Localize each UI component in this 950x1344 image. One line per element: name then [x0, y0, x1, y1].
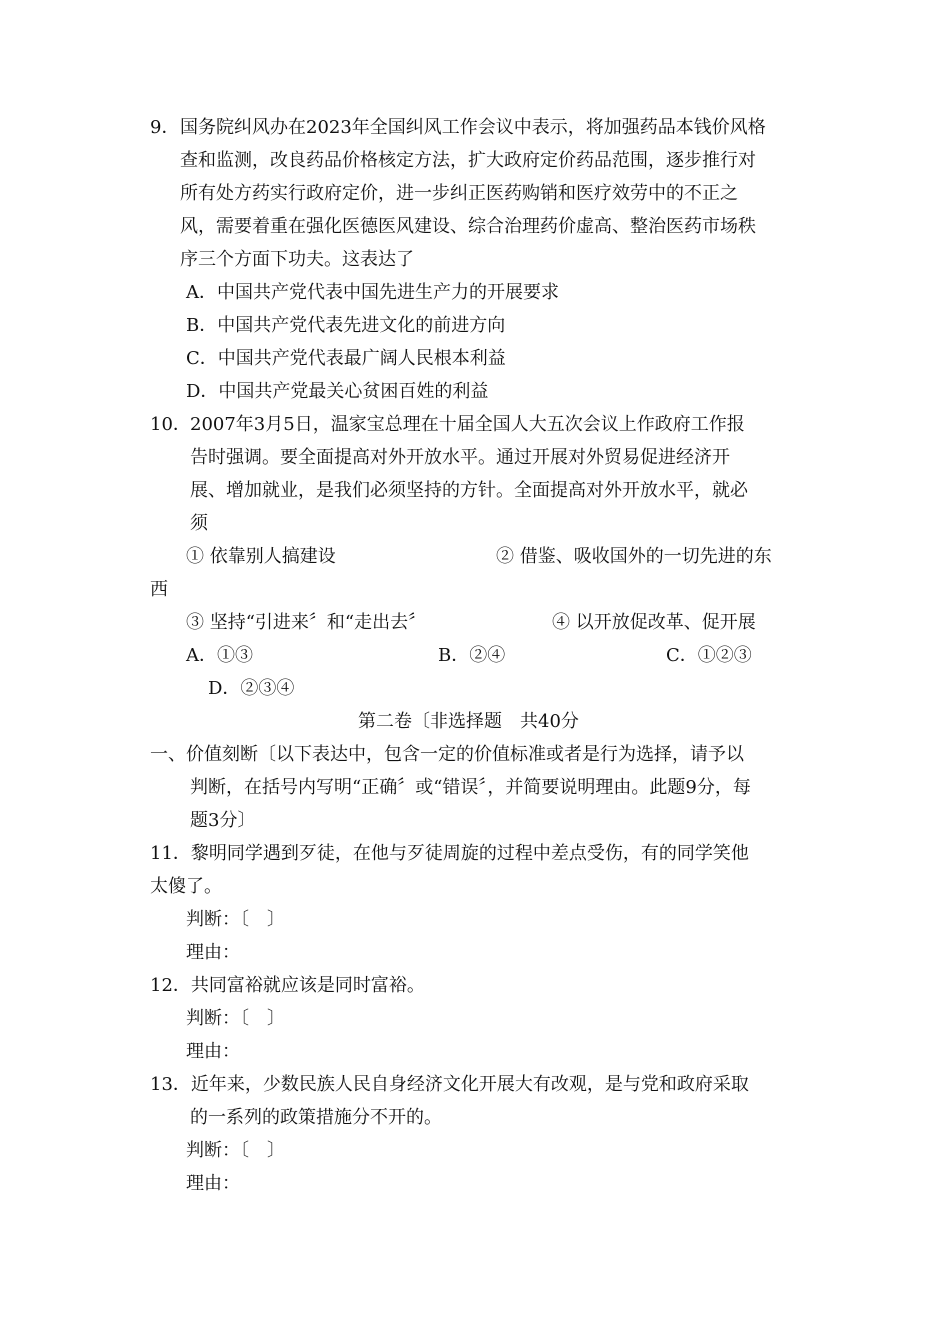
q12-judge: 判断：〔 〕 [186, 1008, 285, 1029]
q10-item-4: ④ 以开放促改革、促开展 [552, 612, 756, 633]
q10-option-a: A．①③ [186, 645, 253, 666]
q11-line-1: 11．黎明同学遇到歹徒，在他与歹徒周旋的过程中差点受伤，有的同学笑他 [150, 843, 749, 864]
q10-item-2: ② 借鉴、吸收国外的一切先进的东 [496, 546, 772, 567]
q11-line-2: 太傻了。 [150, 876, 222, 897]
q9-option-a: A．中国共产党代表中国先进生产力的开展要求 [186, 282, 559, 303]
q9-option-b: B．中国共产党代表先进文化的前进方向 [186, 315, 506, 336]
section2-part1-line-1: 一、价值刻断〔以下表达中，包含一定的价值标准或者是行为选择，请予以 [150, 744, 744, 765]
q11-reason: 理由： [186, 942, 240, 963]
q10-item-3: ③ 坚持“引进来〞和“走出去〞 [186, 612, 427, 633]
q10-line-3: 展、增加就业，是我们必须坚持的方针。全面提高对外开放水平，就必 [190, 480, 748, 501]
q10-item-1: ① 依靠别人搞建设 [186, 546, 336, 567]
q10-option-b: B．②④ [438, 645, 506, 666]
q10-line-2: 告时强调。要全面提高对外开放水平。通过开展对外贸易促进经济开 [190, 447, 730, 468]
section2-title: 第二卷〔非选择题 共40分 [358, 711, 579, 732]
q13-judge: 判断：〔 〕 [186, 1140, 285, 1161]
q10-number: 10． [150, 414, 191, 435]
q12-reason: 理由： [186, 1041, 240, 1062]
section2-part1-line-3: 题3分〕 [190, 810, 256, 831]
q9-number: 9． [150, 117, 180, 138]
q11-judge: 判断：〔 〕 [186, 909, 285, 930]
q9-line-3: 所有处方药实行政府定价，进一步纠正医药购销和医疗效劳中的不正之 [180, 183, 738, 204]
q13-line-2: 的一系列的政策措施分不开的。 [190, 1107, 442, 1128]
section2-part1-line-2: 判断，在括号内写明“正确〞或“错误〞，并简要说明理由。此题9分，每 [190, 777, 751, 798]
q9-option-c: C．中国共产党代表最广阔人民根本利益 [186, 348, 506, 369]
q9-line-4: 风，需要着重在强化医德医风建设、综合治理药价虚高、整治医药市场秩 [180, 216, 756, 237]
q13-reason: 理由： [186, 1173, 240, 1194]
q9-line-5: 序三个方面下功夫。这表达了 [180, 249, 414, 270]
q12-line-1: 12．共同富裕就应该是同时富裕。 [150, 975, 425, 996]
q10-line-1: 2007年3月5日，温家宝总理在十届全国人大五次会议上作政府工作报 [190, 414, 745, 435]
q10-item-2-cont: 西 [150, 579, 168, 600]
q9-line-1: 国务院纠风办在2023年全国纠风工作会议中表示，将加强药品本钱价风格 [180, 117, 766, 138]
q9-option-d: D．中国共产党最关心贫困百姓的利益 [186, 381, 489, 402]
q10-option-c: C．①②③ [666, 645, 752, 666]
q10-option-d: D．②③④ [208, 678, 295, 699]
q9-line-2: 查和监测，改良药品价格核定方法，扩大政府定价药品范围，逐步推行对 [180, 150, 756, 171]
q10-line-4: 须 [190, 513, 208, 534]
q13-line-1: 13．近年来，少数民族人民自身经济文化开展大有改观，是与党和政府采取 [150, 1074, 749, 1095]
